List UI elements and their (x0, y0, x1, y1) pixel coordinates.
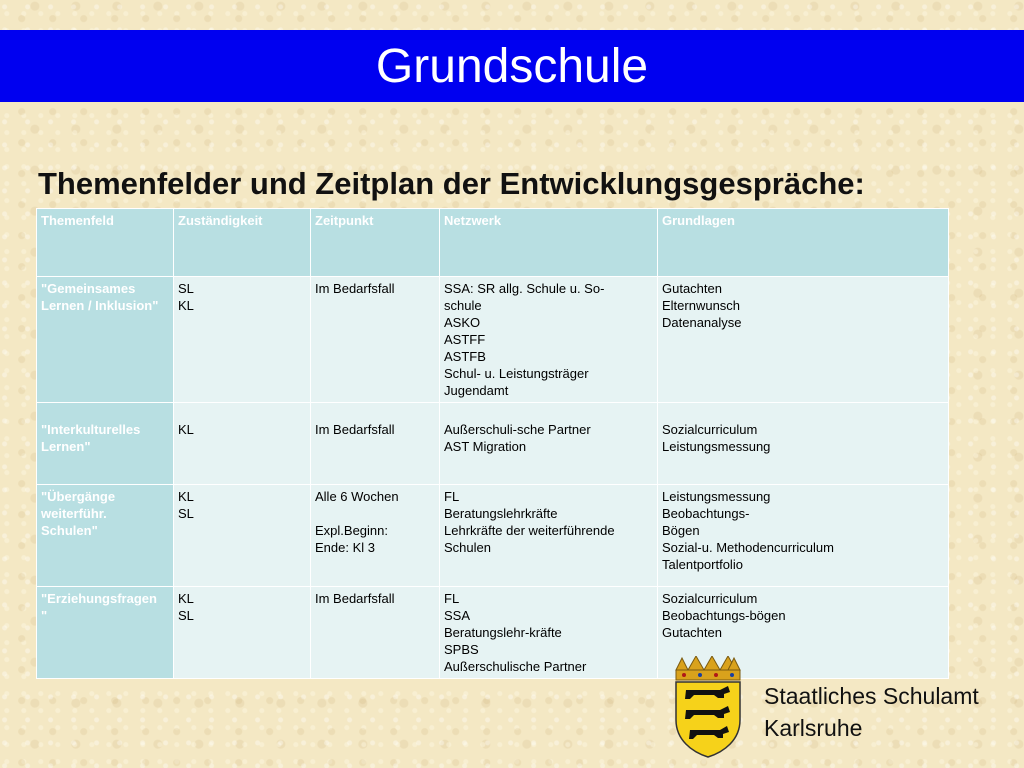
cell-zeitpunkt (311, 485, 440, 587)
cell-line: KL (178, 422, 194, 437)
cell-line: Expl.Beginn: (315, 523, 388, 538)
footer-institution (764, 680, 979, 744)
table-row (37, 485, 949, 587)
cell-themenfeld (37, 485, 174, 587)
cell-zustaendigkeit (174, 277, 311, 403)
cell-line: Schul- u. Leistungsträger (444, 366, 589, 381)
cell-line: Gutachten (662, 625, 722, 640)
page-subtitle: Themenfelder und Zeitplan der Entwicklungsgespräche: (38, 166, 865, 201)
cell-line: AST Migration (444, 439, 527, 454)
cell-line: Gutachten (662, 281, 722, 296)
cell-line: Lernen" (41, 439, 91, 454)
header-netzwerk: Netzwerk (440, 209, 658, 277)
cell-line: "Gemeinsames (41, 281, 136, 296)
cell-zeitpunkt (311, 277, 440, 403)
cell-line: Ende: Kl 3 (315, 540, 375, 555)
cell-themenfeld (37, 587, 174, 679)
page-title: Grundschule (375, 39, 649, 93)
cell-line: Talentportfolio (662, 557, 743, 572)
cell-line: ASTFB (444, 349, 486, 364)
cell-netzwerk (440, 587, 658, 679)
cell-line: Lernen / Inklusion" (41, 298, 159, 313)
cell-line: "Interkulturelles (41, 422, 141, 437)
cell-line: Sozial-u. Methodencurriculum (662, 540, 834, 555)
cell-line: Im Bedarfsfall (315, 591, 395, 606)
cell-grundlagen (658, 277, 949, 403)
cell-line: Schulen" (41, 523, 98, 538)
cell-line: Jugendamt (444, 383, 509, 398)
cell-line: Sozialcurriculum (662, 422, 758, 437)
cell-zustaendigkeit (174, 485, 311, 587)
cell-line: Außerschuli-sche Partner (444, 422, 591, 437)
cell-line: ASKO (444, 315, 481, 330)
cell-line: ASTFF (444, 332, 486, 347)
table-row (37, 277, 949, 403)
cell-line: SL (178, 281, 194, 296)
cell-line: SL (178, 608, 194, 623)
cell-themenfeld (37, 277, 174, 403)
header-grundlagen: Grundlagen (658, 209, 949, 277)
cell-line: " (41, 608, 48, 623)
cell-line: KL (178, 591, 194, 606)
cell-zustaendigkeit (174, 403, 311, 485)
cell-line: SSA: SR allg. Schule u. So- (444, 281, 605, 296)
cell-line: Leistungsmessung (662, 489, 771, 504)
cell-grundlagen (658, 403, 949, 485)
table-row (37, 403, 949, 485)
cell-line: "Übergänge (41, 489, 116, 504)
footer-line-1: Staatliches Schulamt (764, 683, 979, 709)
cell-line: Beobachtungs- (662, 506, 750, 521)
cell-netzwerk (440, 403, 658, 485)
cell-zeitpunkt (311, 403, 440, 485)
cell-line: Beratungslehrkräfte (444, 506, 558, 521)
table-header-row (37, 209, 949, 277)
cell-line: Leistungsmessung (662, 439, 771, 454)
cell-line (315, 505, 435, 522)
crown-icon (676, 656, 740, 680)
cell-line: Schulen (444, 540, 491, 555)
cell-netzwerk (440, 485, 658, 587)
cell-line: Sozialcurriculum (662, 591, 758, 606)
table-row (37, 587, 949, 679)
cell-line: Datenanalyse (662, 315, 742, 330)
title-bar (0, 30, 1024, 102)
cell-line: FL (444, 591, 460, 606)
lions-icon (685, 686, 730, 739)
cell-line: Im Bedarfsfall (315, 422, 395, 437)
cell-zeitpunkt (311, 587, 440, 679)
header-zustaendigkeit: Zuständigkeit (174, 209, 311, 277)
cell-line: Alle 6 Wochen (315, 489, 399, 504)
coat-of-arms-icon (672, 656, 744, 758)
cell-netzwerk (440, 277, 658, 403)
cell-line: FL (444, 489, 460, 504)
cell-line: Beratungslehr-kräfte (444, 625, 562, 640)
cell-line: Beobachtungs-bögen (662, 608, 786, 623)
cell-zustaendigkeit (174, 587, 311, 679)
cell-line: weiterführ. (41, 506, 107, 521)
cell-line: Im Bedarfsfall (315, 281, 395, 296)
cell-themenfeld (37, 403, 174, 485)
cell-line: KL (178, 489, 194, 504)
cell-line: Bögen (662, 523, 700, 538)
cell-line: Außerschulische Partner (444, 659, 587, 674)
header-themenfeld: Themenfeld (37, 209, 174, 277)
cell-line: Lehrkräfte der weiterführende (444, 523, 615, 538)
cell-line: SPBS (444, 642, 479, 657)
cell-line: KL (178, 298, 194, 313)
cell-line: "Erziehungsfragen (41, 591, 157, 606)
cell-line: schule (444, 298, 482, 313)
cell-grundlagen (658, 485, 949, 587)
cell-line: Elternwunsch (662, 298, 741, 313)
cell-line: SL (178, 506, 194, 521)
header-zeitpunkt: Zeitpunkt (311, 209, 440, 277)
cell-line: SSA (444, 608, 471, 623)
footer-line-2: Karlsruhe (764, 715, 863, 741)
themenfelder-table (36, 208, 949, 679)
